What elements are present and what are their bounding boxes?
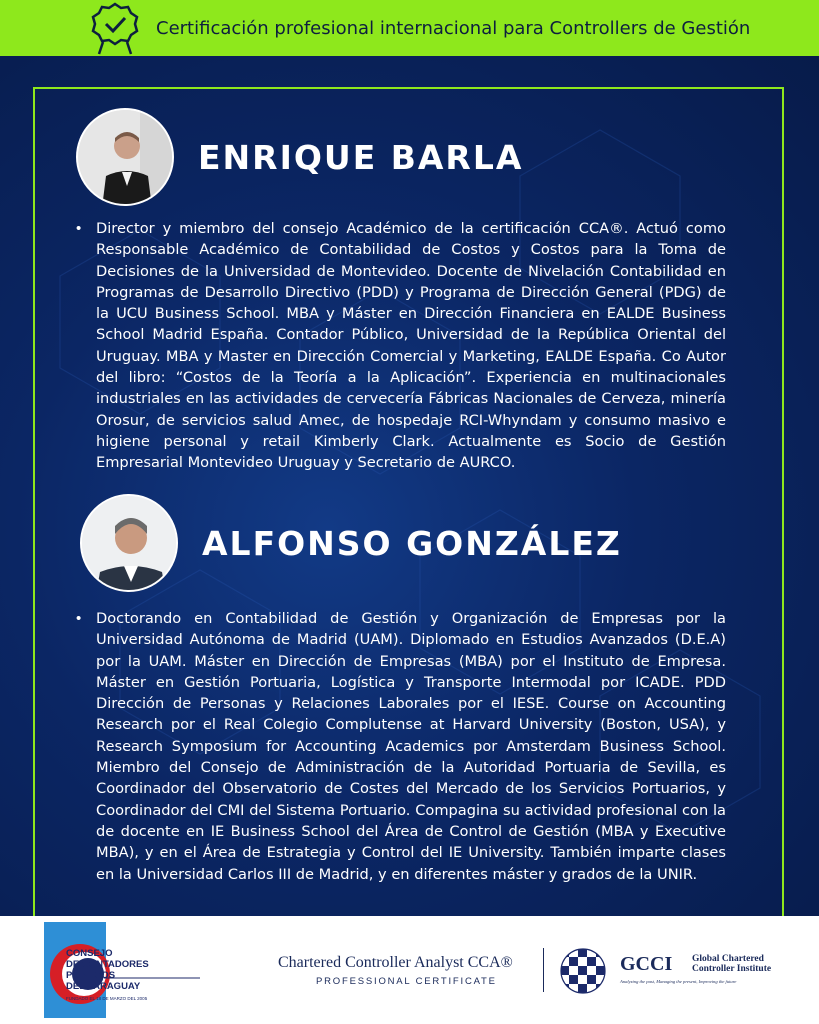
avatar bbox=[80, 494, 178, 592]
profile-enrique-barla bbox=[76, 108, 756, 474]
person-name: ALFONSO GONZÁLEZ bbox=[202, 523, 622, 563]
gcci-globe-icon bbox=[560, 948, 606, 994]
avatar bbox=[76, 108, 174, 206]
gcci-tagline: Analyzing the past, Managing the present, Improving the future bbox=[620, 979, 737, 984]
gcci-full-name: Global Chartered Controller Institute bbox=[692, 954, 772, 974]
bullet-icon: • bbox=[76, 220, 82, 237]
bullet-icon: • bbox=[76, 610, 82, 627]
bio bbox=[76, 218, 756, 474]
person-name: ENRIQUE BARLA bbox=[198, 137, 524, 177]
certificate-badge-icon bbox=[82, 0, 148, 56]
cca-subtitle: PROFESSIONAL CERTIFICATE bbox=[316, 976, 497, 987]
bio-text: Doctorando en Contabilidad de Gestión y Organización de Empresas por la Universidad Autónoma de Madrid (UAM). Diplomado en Estudios Avanzados (D.E.A) por la UAM. Máster en Dirección de Empresas (MBA) por el Instituto de Empresa. Máster en Gestión Portuaria, Logística y Transporte Intermodal por ICADE. PDD Dirección de Personas y Relaciones Laborales por el IESE. Course on Accounting Research por el Real Colegio Complutense at Harvard University (Boston, USA), y Research Symposium for Accounting Academics por Amsterdam Business School. Miembro del Consejo de Administración de la Autoridad Portuaria de Sevilla, es Coordinador del Observatorio de Costes del Mercado de los Servicios Portuarios, y Coordinador del CMI del Sistema Portuario. Compagina su actividad profesional con la de docente en IE Business School del Área de Control de Gestión (MBA y Executive MBA), y en el Área de Estrategia y Control del IE University. También imparte clases en la Universidad Carlos III de Madrid, y en diferentes máster y grados de la UNIR. bbox=[96, 610, 726, 883]
consejo-founded: FUNDADO EL 18 DE MARZO DEL 2005 bbox=[66, 996, 148, 1001]
bio-text: Director y miembro del consejo Académico de la certificación CCA®. Actuó como Responsable Académico de Contabilidad de Costos y Costos para la Toma de Decisiones de la Universidad de Montevideo. Docente de Nivelación Contabilidad en Programas de Desarrollo Directivo (PDD) y Programa de Dirección General (PDG) de la UCU Business School. MBA y Máster en Dirección Financiera en EALDE Business School Madrid España. Contador Público, Universidad de la República Oriental del Uruguay. MBA y Master en Dirección Comercial y Marketing, EALDE España. Co Autor del libro: “Costos de la Teoría a la Aplicación”. Experiencia en multinacionales industriales en las actividades de cervecería Fábricas Nacionales de Cerveza, minería Orosur, de servicios salud Amec, de hospedaje RCI-Whyndam y consumo masivo e higiene personal y retail Kimberly Clark. Actualmente es Socio de Gestión Empresarial Montevideo Uruguay y Secretario de AURCO. bbox=[96, 220, 726, 472]
gcci-acronym: GCCI bbox=[620, 953, 673, 975]
header-title: Certificación profesional internacional para Controllers de Gestión bbox=[156, 17, 751, 39]
profile-alfonso-gonzalez bbox=[76, 494, 756, 885]
bio bbox=[76, 608, 756, 885]
cca-title: Chartered Controller Analyst CCA® bbox=[278, 954, 513, 971]
header-bar bbox=[60, 0, 760, 56]
footer bbox=[0, 916, 819, 1024]
footer-divider bbox=[543, 948, 544, 992]
consejo-name: CONSEJO DE CONTADORES PUBLICOS DEL PARAGUAY bbox=[66, 948, 149, 992]
